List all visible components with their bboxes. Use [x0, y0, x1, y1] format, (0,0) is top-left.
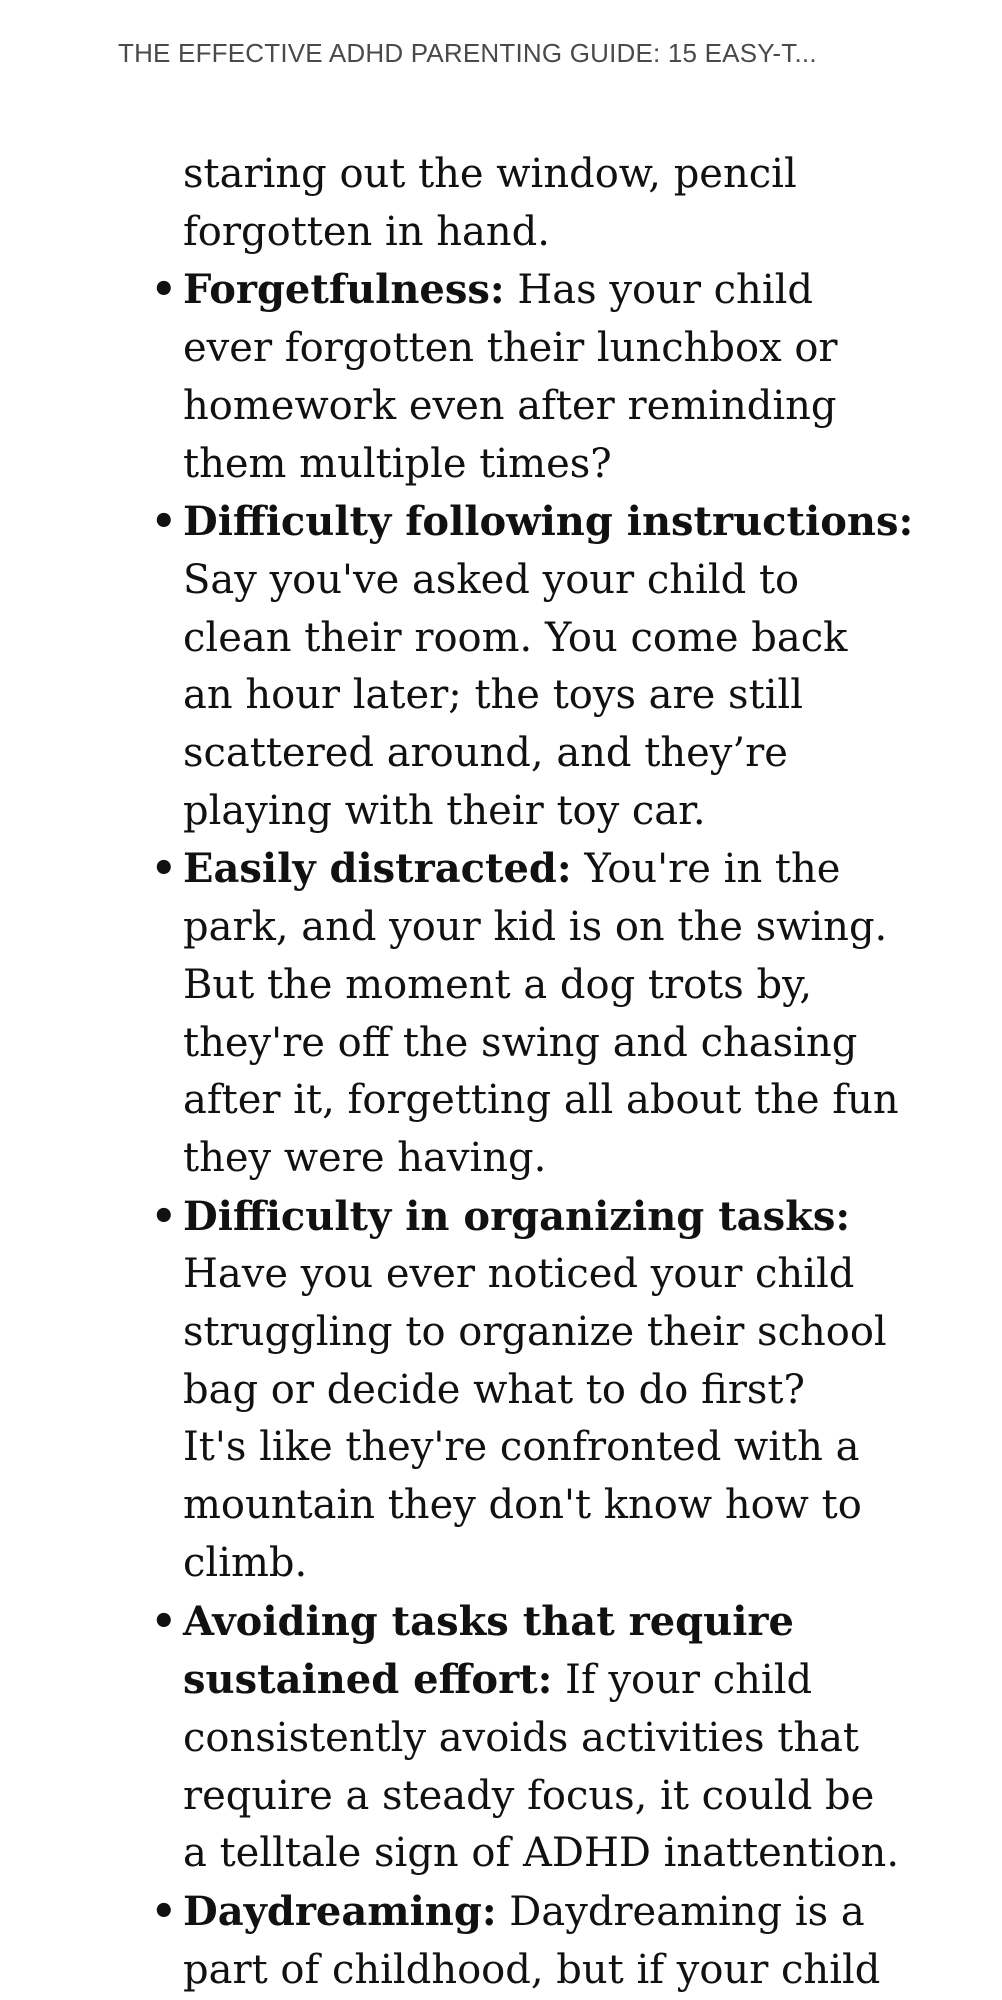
text-line: ever forgotten their lunchbox or	[183, 325, 838, 372]
term-label: Forgetfulness:	[183, 266, 505, 314]
list-item-easily-distracted	[151, 840, 899, 1187]
text-line: bag or decide what to do first?	[183, 1366, 805, 1413]
continuation-paragraph	[183, 146, 863, 261]
text-line: But the moment a dog trots by,	[183, 961, 813, 1008]
text-line: struggling to organize their school	[183, 1309, 887, 1356]
list-item-forgetfulness	[151, 261, 863, 493]
text-line: forgotten in hand.	[183, 208, 550, 255]
term-label: Avoiding tasks that require	[183, 1597, 794, 1645]
bullet-marker: •	[151, 498, 177, 546]
list-item-difficulty-following-instructions	[151, 493, 914, 840]
text-line: after it, forgetting all about the fun	[183, 1077, 899, 1124]
text-line: scattered around, and they’re	[183, 730, 788, 777]
text-line	[183, 261, 863, 320]
text-line: part of childhood, but if your child	[183, 1946, 881, 1993]
item-text: If your child	[552, 1657, 813, 1704]
bullet-marker: •	[151, 845, 177, 893]
term-label: Daydreaming:	[183, 1888, 497, 1936]
text-line: an hour later; the toys are still	[183, 672, 804, 719]
bullet-marker: •	[151, 1192, 177, 1240]
text-line	[183, 1593, 863, 1652]
text-line: a telltale sign of ADHD inattention.	[183, 1830, 900, 1877]
term-label: sustained effort:	[183, 1656, 553, 1704]
list-item-difficulty-organizing-tasks	[151, 1188, 887, 1593]
bullet-marker: •	[151, 266, 177, 314]
bullet-marker: •	[151, 1888, 177, 1936]
text-line: playing with their toy car.	[183, 787, 706, 834]
item-text: Daydreaming is a	[496, 1889, 865, 1936]
term-label: Easily distracted:	[183, 845, 572, 893]
text-line: park, and your kid is on the swing.	[183, 904, 888, 951]
text-line: they were having.	[183, 1134, 547, 1181]
text-line: climb.	[183, 1539, 308, 1586]
list-item-avoiding-sustained-effort	[151, 1593, 900, 1884]
text-line: them multiple times?	[183, 440, 612, 487]
text-line: Have you ever noticed your child	[183, 1251, 855, 1298]
text-line	[183, 1188, 863, 1247]
item-text: You're in the	[571, 846, 841, 893]
bullet-marker: •	[151, 1597, 177, 1645]
term-label: Difficulty in organizing tasks:	[183, 1192, 851, 1240]
text-line: consistently avoids activities that	[183, 1714, 859, 1761]
text-line: they're off the swing and chasing	[183, 1019, 858, 1066]
text-line: It's like they're confronted with a	[183, 1424, 860, 1471]
text-line	[183, 1651, 863, 1710]
text-line	[183, 1883, 863, 1942]
text-line	[183, 493, 914, 552]
page-content	[151, 146, 914, 2000]
text-line: homework even after reminding	[183, 382, 837, 429]
text-line: clean their room. You come back	[183, 614, 848, 661]
text-line: staring out the window, pencil	[183, 151, 797, 197]
text-line	[183, 840, 863, 899]
term-label: Difficulty following instructions:	[183, 498, 914, 546]
item-text: Has your child	[504, 267, 814, 314]
list-item-daydreaming	[151, 1883, 881, 1999]
text-line: mountain they don't know how to	[183, 1482, 862, 1529]
text-line: require a steady focus, it could be	[183, 1772, 875, 1819]
symptom-list	[151, 261, 914, 1999]
text-line: Say you've asked your child to	[183, 556, 800, 603]
book-title-header: THE EFFECTIVE ADHD PARENTING GUIDE: 15 EASY-T...	[118, 38, 817, 68]
